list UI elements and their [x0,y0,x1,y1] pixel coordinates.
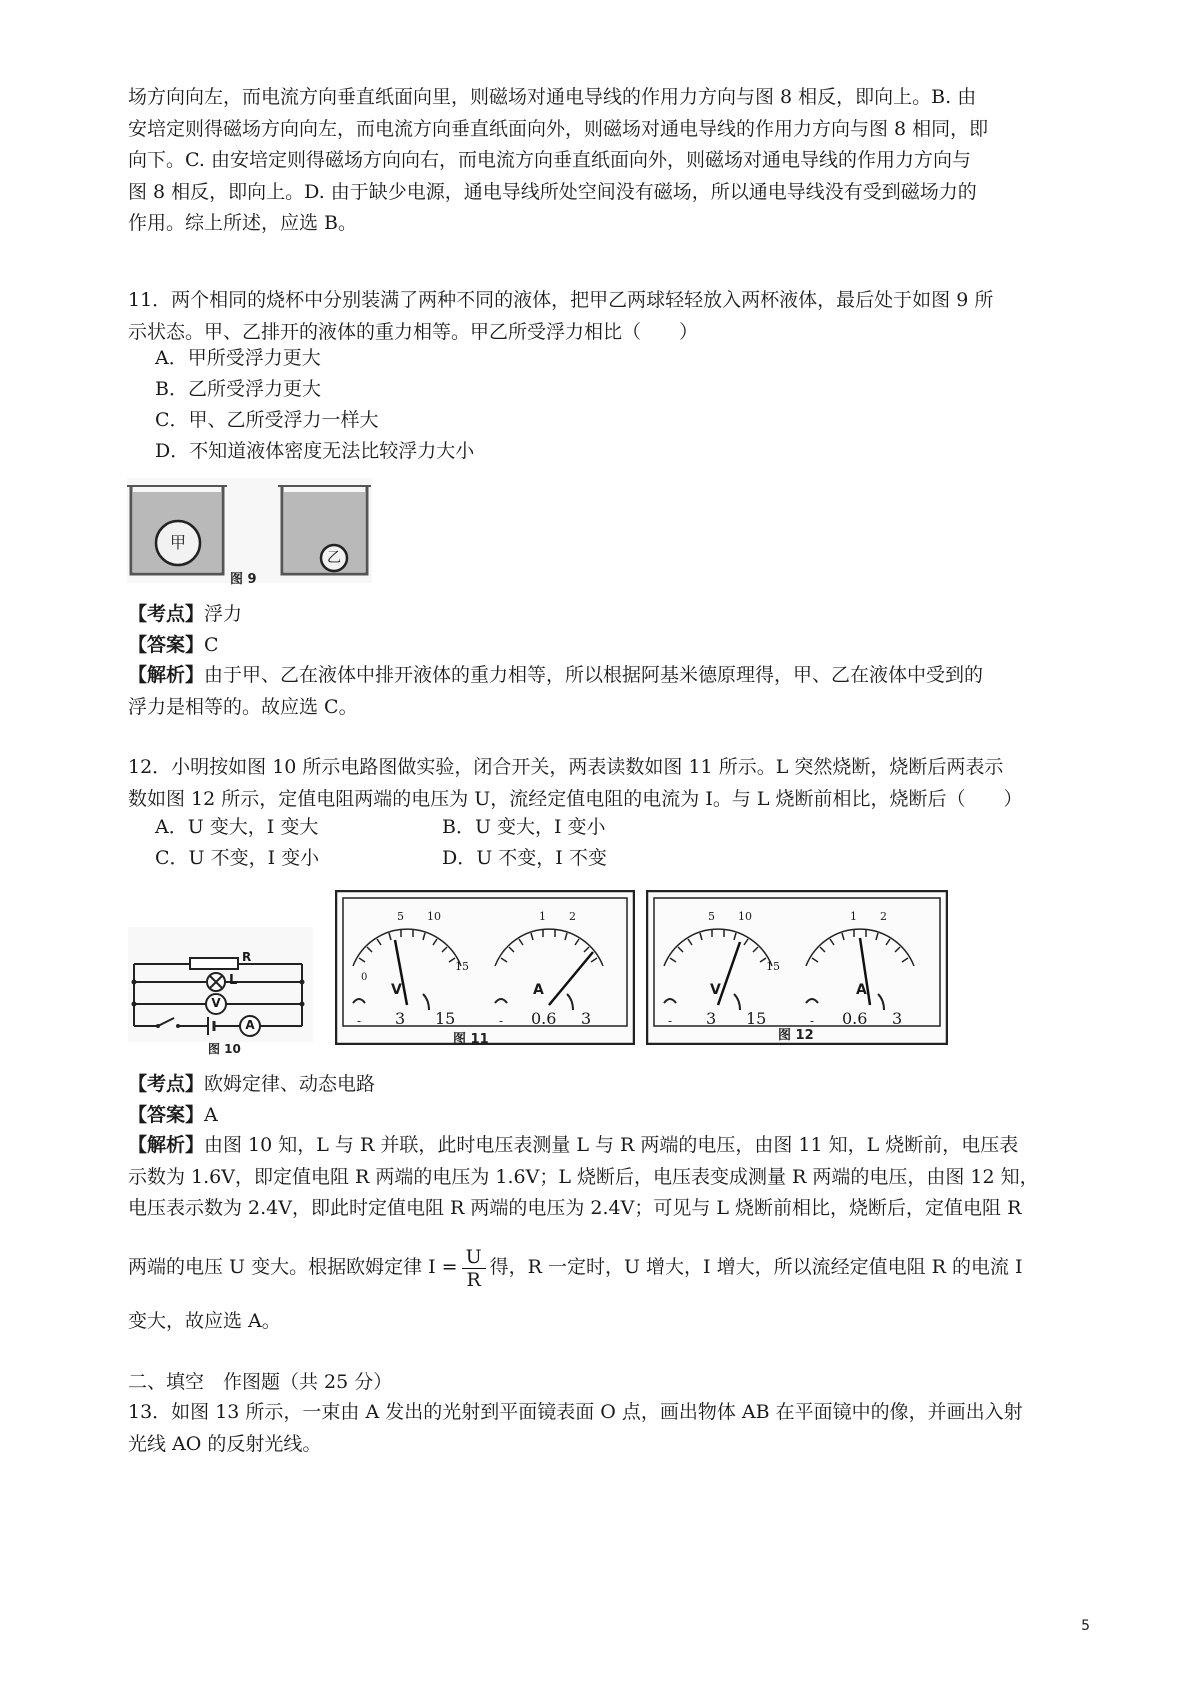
kaodian-value: 欧姆定律、动态电路 [204,1073,376,1095]
answer-label: 【答案】 [128,634,205,656]
a-term-06: 0.6 [531,1009,557,1028]
v-term-3: 3 [395,1009,406,1028]
q12-analysis-last: 变大，故应选 A。 [128,1310,281,1332]
q11-analysis [128,660,1088,723]
q12-option-d: D．U 不变，I 不变 [442,847,607,869]
text-line [128,1130,1088,1162]
v-tick-15: 15 [455,960,469,973]
kaodian-label: 【考点】 [128,1073,205,1095]
a-tick-2: 2 [569,910,576,923]
q12-option-c: C．U 不变，I 变小 [155,847,320,869]
fraction-denominator: R [466,1268,481,1291]
answer-label: 【答案】 [128,1104,205,1126]
text-line: 12．小明按如图 10 所示电路图做实验，闭合开关，两表读数如图 11 所示。L 突然烧断，烧断后两表示 [128,756,1004,778]
v-term-3: 3 [706,1009,717,1028]
text-line: 场方向向左，而电流方向垂直纸面向里，则磁场对通电导线的作用力方向与图 8 相反，即向上。B. 由 [128,86,977,108]
v-tick-5: 5 [397,910,404,923]
ball-yi-label: 乙 [327,550,341,566]
text-line: 示状态。甲、乙排开的液体的重力相等。甲乙所受浮力相比（ ） [128,320,699,343]
q11-kaodian [128,598,242,630]
figure-11-caption: 图 11 [453,1032,489,1047]
v-term-15: 15 [435,1009,456,1028]
analysis-text: 由于甲、乙在液体中排开液体的重力相等，所以根据阿基米德原理得，甲、乙在液体中受到的 [204,664,984,686]
text-line: 作用。综上所述，应选 B。 [128,212,358,234]
text-line: 图 8 相反，即向上。D. 由于缺少电源，通电导线所处空间没有磁场，所以通电导线没有受到磁场力的 [128,180,977,203]
ball-jia-label: 甲 [169,533,186,552]
text-line: 安培定则得磁场方向向左，而电流方向垂直纸面向外，则磁场对通电导线的作用力方向与图 8 相同，即 [128,117,989,140]
q11-answer [128,629,219,661]
figure-10 [128,927,313,1056]
prev-explanation [128,82,1088,240]
text-line: 数如图 12 所示，定值电阻两端的电压为 U，流经定值电阻的电流为 I。与 L 烧断前相比，烧断后（ ） [128,787,1023,810]
a-term-neg: - [499,1014,504,1028]
analysis-label: 【解析】 [128,1134,205,1156]
v-meter-letter: V [710,982,721,998]
q12-option-b: B．U 变大，I 变小 [442,816,606,838]
v-tick-10: 10 [427,910,441,923]
q11-option-b: B．乙所受浮力更大 [155,378,321,400]
figure-9 [127,478,372,587]
q12-formula-line [128,1240,1023,1294]
a-term-3: 3 [581,1009,592,1028]
page-number: 5 [1081,1618,1090,1634]
ohm-law-fraction [462,1246,486,1291]
answer-value: A [204,1104,218,1126]
q12-analysis [128,1130,1088,1225]
formula-lhs: I = [428,1256,458,1278]
text-line: 浮力是相等的。故应选 C。 [128,695,358,718]
a-meter-letter: A [533,982,544,998]
a-term-06: 0.6 [842,1009,868,1028]
q11-option-c: C．甲、乙所受浮力一样大 [155,409,379,431]
q11-stem [128,285,1088,348]
q12-option-a: A．U 变大，I 变大 [155,816,319,838]
q12-kaodian [128,1068,375,1100]
text-line [128,660,1088,692]
text-line: 电压表示数为 2.4V，即此时定值电阻 R 两端的电压为 2.4V；可见与 L 烧断前相比，烧断后，定值电阻 R [128,1197,1022,1219]
a-term-3: 3 [892,1009,903,1028]
figure-9-caption: 图 9 [230,572,257,587]
v-term-neg: - [357,1014,362,1028]
text-line: 示数为 1.6V，即定值电阻 R 两端的电压为 1.6V；L 烧断后，电压表变成测量 R 两端的电压，由图 12 知， [128,1165,1039,1188]
figure-12 [646,890,948,1045]
figure-11 [335,890,635,1045]
formula-post-text: 得，R 一定时，U 增大，I 增大，所以流经定值电阻 R 的电流 I [489,1256,1023,1278]
q11-option-a: A．甲所受浮力更大 [155,347,321,369]
q11-option-d: D．不知道液体密度无法比较浮力大小 [155,440,475,462]
resistor-r-label: R [242,950,252,964]
section-heading: 二、填空 作图题（共 25 分） [128,1371,393,1393]
text-line: 13．如图 13 所示，一束由 A 发出的光射到平面镜表面 O 点，画出物体 AB 在平面镜中的像，并画出入射 [128,1401,1023,1423]
a-tick-1: 1 [539,910,546,923]
v-meter-letter: V [391,982,402,998]
answer-value: C [204,634,219,656]
v-term-neg: - [668,1014,673,1028]
a-meter-letter: A [856,982,867,998]
text-line: 向下。C. 由安培定则得磁场方向向右，而电流方向垂直纸面向外，则磁场对通电导线的作用力方向与 [128,149,971,171]
analysis-text: 由图 10 知，L 与 R 并联，此时电压表测量 L 与 R 两端的电压，由图 11 知，L 烧断前，电压表 [204,1134,1019,1156]
ammeter-symbol: A [245,1018,255,1032]
q12-stem [128,752,1088,815]
a-term-neg: - [810,1014,815,1028]
a-tick-1: 1 [850,910,857,923]
text-line: 11．两个相同的烧杯中分别装满了两种不同的液体，把甲乙两球轻轻放入两杯液体，最后处于如图 9 所 [128,289,994,311]
analysis-label: 【解析】 [128,664,205,686]
fraction-numerator: U [462,1246,486,1269]
figure-12-caption: 图 12 [778,1028,814,1043]
v-tick-10: 10 [738,910,752,923]
v-term-15: 15 [746,1009,767,1028]
formula-pre-text: 两端的电压 U 变大。根据欧姆定律 [128,1256,423,1278]
q12-answer [128,1099,218,1131]
v-tick-0: 0 [361,972,368,983]
v-tick-15: 15 [766,960,780,973]
voltmeter-symbol: V [211,996,221,1010]
a-tick-2: 2 [880,910,887,923]
kaodian-value: 浮力 [204,603,243,625]
lamp-l-label: L [229,973,238,988]
kaodian-label: 【考点】 [128,603,205,625]
v-tick-5: 5 [708,910,715,923]
figure-10-caption: 图 10 [208,1042,241,1056]
q13-stem [128,1397,1088,1460]
text-line: 光线 AO 的反射光线。 [128,1432,322,1455]
